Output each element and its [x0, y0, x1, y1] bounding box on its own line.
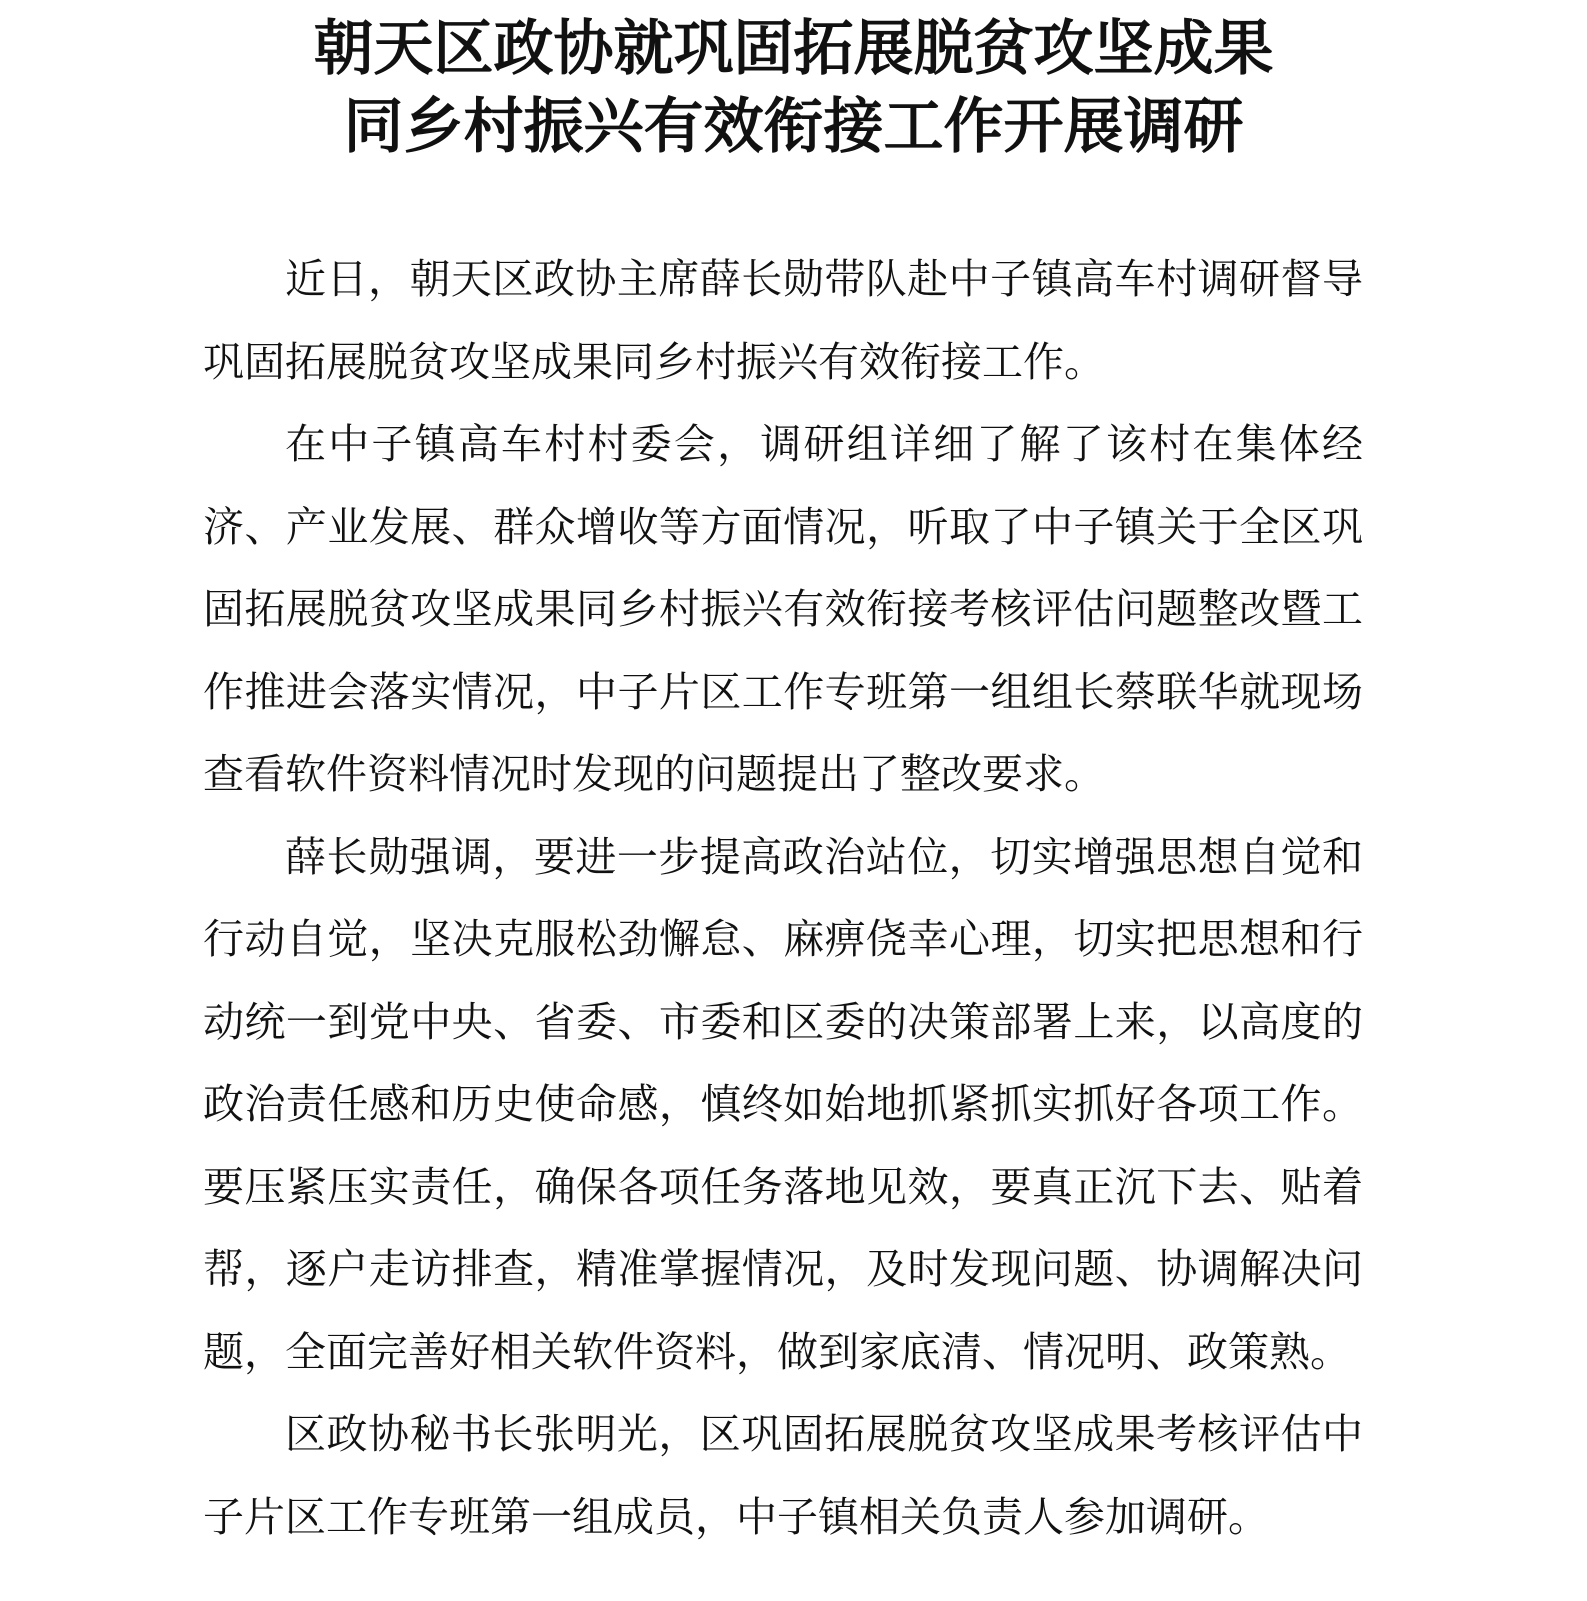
- paragraph-3: 薛长勋强调，要进一步提高政治站位，切实增强思想自觉和行动自觉，坚决克服松劲懈怠、麻痹侥幸心理，切实把思想和行动统一到党中央、省委、市委和区委的决策部署上来，以高度的政治责任感和历史使命感，慎终如始地抓紧抓实抓好各项工作。要压紧压实责任，确保各项任务落地见效，要真正沉下去、贴着帮，逐户走访排查，精准掌握情况，及时发现问题、协调解决问题，全面完善好相关软件资料，做到家底清、情况明、政策熟。: [203, 832, 1363, 1376]
- paragraph-4: 区政协秘书长张明光，区巩固拓展脱贫攻坚成果考核评估中子片区工作专班第一组成员，中子镇相关负责人参加调研。: [203, 1410, 1363, 1541]
- title-line-2: 同乡村振兴有效衔接工作开展调研: [343, 92, 1244, 162]
- article-title: [0, 10, 1587, 166]
- article-body: [203, 238, 1363, 1558]
- paragraph-2: 在中子镇高车村村委会，调研组详细了解了该村在集体经济、产业发展、群众增收等方面情况，听取了中子镇关于全区巩固拓展脱贫攻坚成果同乡村振兴有效衔接考核评估问题整改暨工作推进会落实情况，中子片区工作专班第一组组长蔡联华就现场查看软件资料情况时发现的问题提出了整改要求。: [203, 420, 1363, 798]
- paragraph-1: 近日，朝天区政协主席薛长勋带队赴中子镇高车村调研督导巩固拓展脱贫攻坚成果同乡村振兴有效衔接工作。: [203, 255, 1363, 386]
- title-line-1: 朝天区政协就巩固拓展脱贫攻坚成果: [313, 14, 1274, 84]
